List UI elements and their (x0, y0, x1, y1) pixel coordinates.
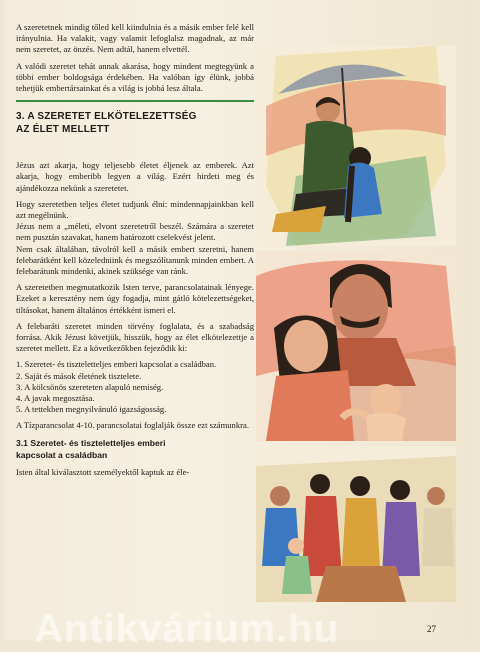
list-item: 3. A kölcsönös szereteten alapuló nemiség. (16, 381, 164, 392)
subsection-heading-line-2: kapcsolat a családban (16, 449, 108, 460)
illustration-column (256, 46, 456, 602)
section-divider (16, 100, 254, 102)
family-illustration (256, 46, 456, 602)
intro-paragraph-1: A szeretetnek mindig tőled kell kiindulnia és a másik ember felé kell irányulnia. Ha valakit, vagy valamit lefoglalsz magadnak, az már nem szeretet, az önzés. Nem adtál, hanem elvettél. (16, 22, 254, 55)
list-item: 2. Saját és mások életének tisztelete. (16, 370, 142, 381)
body-paragraph-3: Jézus nem a „méleti, elvont szeretetről beszél. Számára a szeretet nem pusztán szavakat, hanem határozott cselekvést jelent. (16, 221, 254, 243)
couple-umbrella-illustration (256, 46, 456, 246)
last-line: Isten által kiválasztott személyektől kaptuk az éle- (16, 466, 190, 477)
subsection-heading (16, 437, 254, 461)
body-paragraph-1: Jézus azt akarja, hogy teljesebb életet éljenek az emberek. Azt akarja, hogy emberibb legyen a világ. Ezért hirdeti meg és ajándékozza nekünk a szeretetet. (16, 160, 254, 193)
text-column (16, 22, 254, 483)
intro-paragraph-2: A valódi szeretet tehát annak akarása, hogy mindent megtegyünk a többi ember boldogsága érdekében. Ha valóban így élünk, jobbá tehetjük embertársainkat és a világ is jobbá lesz általa. (16, 60, 254, 94)
book-page (4, 0, 476, 651)
family-group-illustration (256, 446, 456, 602)
list-item: 5. A tettekben megnyilvánuló igazságosság. (16, 404, 167, 415)
body-paragraph-5: A szeretetben megmutatkozik Isten terve, parancsolatainak lényege. Ezeket a keresztény nem úgy fogadja, mint gátló kötelezettségeket, tiltásokat, hanem általános értékként ismeri el. (16, 282, 254, 315)
list-item: 1. Szeretet- és tiszteletteljes emberi kapcsolat a családban. (16, 359, 217, 370)
section-heading-line-1: 3. A SZERETET ELKÖTELEZETTSÉG (16, 111, 197, 123)
values-list (16, 359, 254, 415)
family-portrait-illustration (256, 251, 456, 441)
subsection-heading-line-1: 3.1 Szeretet- és tiszteletteljes emberi (16, 437, 166, 448)
closing-paragraph: A Tízparancsolat 4-10. parancsolatai foglalják össze ezt számunkra. (16, 420, 249, 431)
section-heading (16, 110, 254, 136)
body-paragraph-6: A felebaráti szeretet minden törvény foglalata, és a szabadság forrása. Akik Jézust követjük, hisszük, hogy az élet elkötelezettje a szeretet mellett. Ez a következőkben fejeződik ki: (16, 320, 254, 354)
list-item: 4. A javak megosztása. (16, 393, 95, 404)
body-paragraph-4: Nem csak általában, távolról kell a másik embert szeretni, hanem felebarátként kell közeledniink és megszólítanunk minden embert. A felebarátunk mindenki, akinek szüksége van ránk. (16, 243, 254, 277)
section-heading-line-2: AZ ÉLET MELLETT (16, 124, 110, 136)
body-paragraph-2: Hogy szeretetben teljes életet tudjunk élni: mindennapjainkban kell azt megélnünk. (16, 198, 254, 221)
page-number: 27 (427, 624, 436, 634)
watermark-text: Antikvárium.hu (34, 607, 340, 651)
